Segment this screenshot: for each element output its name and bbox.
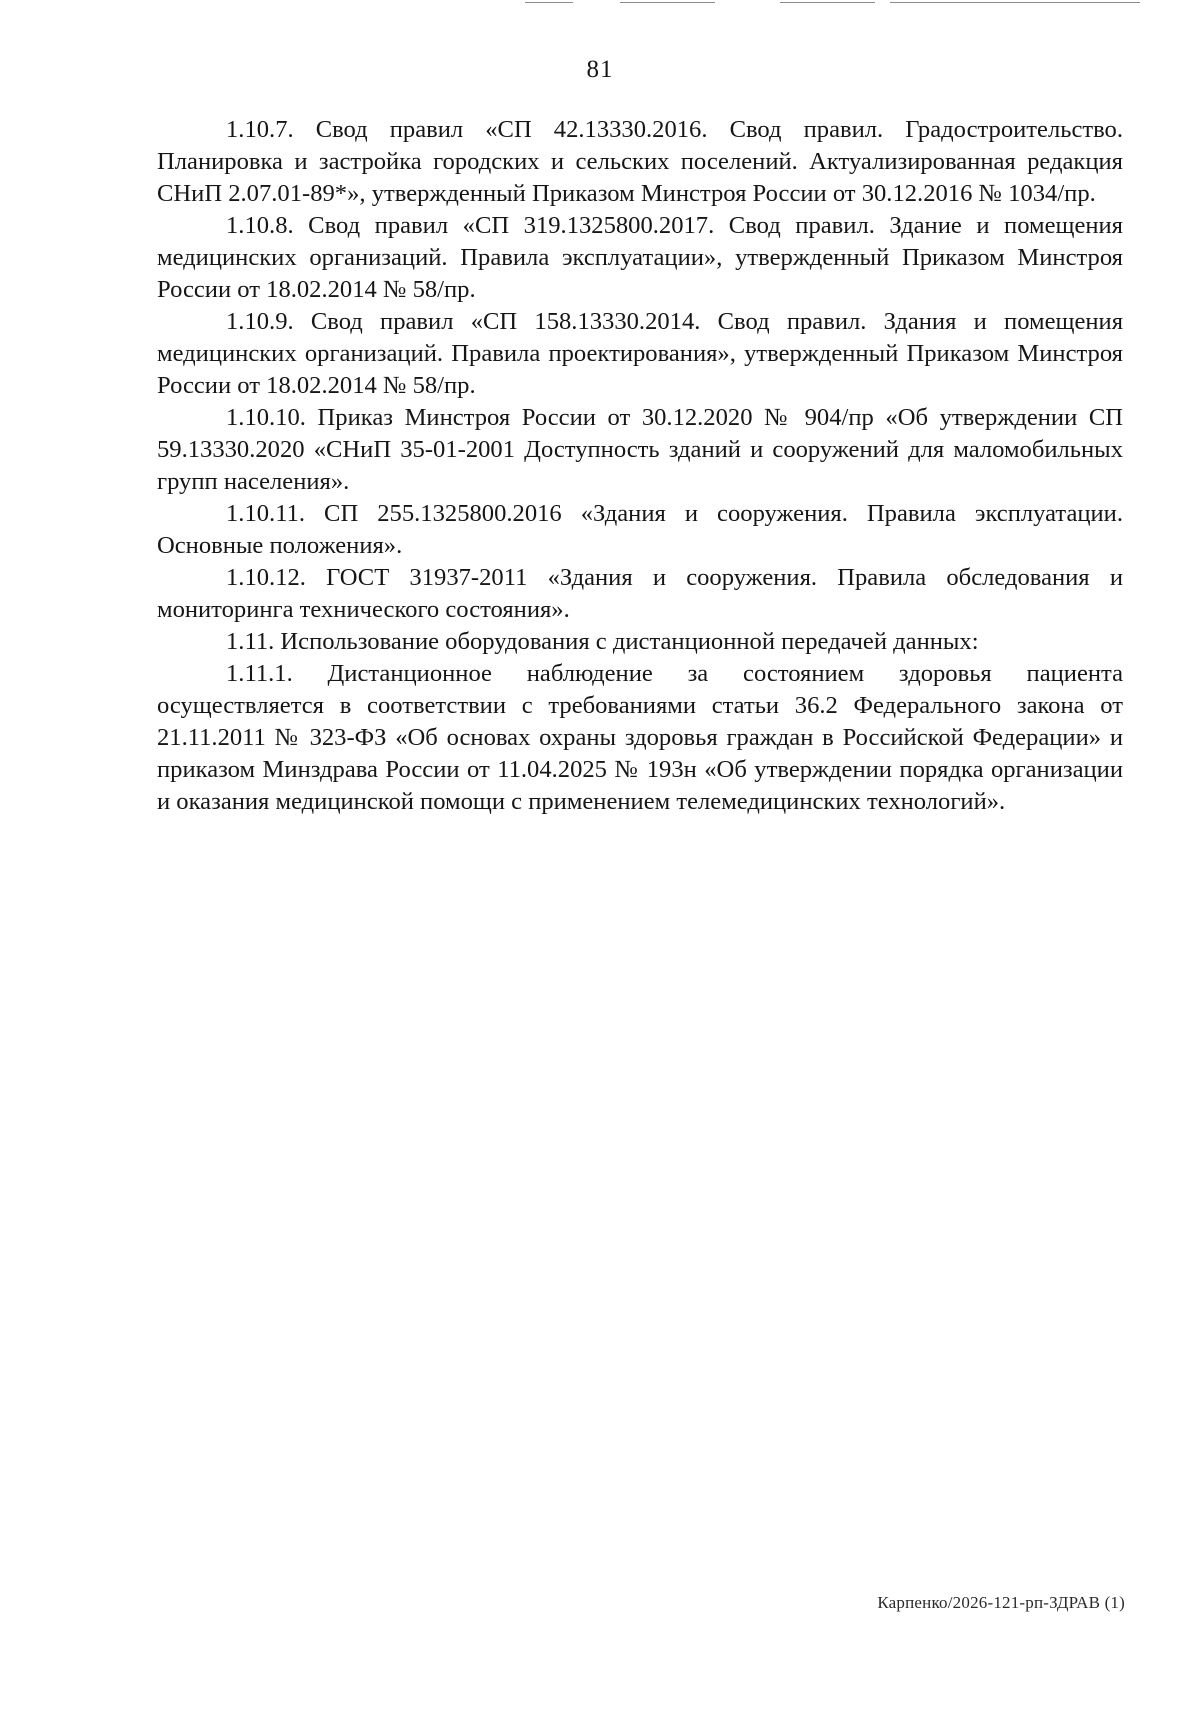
paragraph-1-10-12: 1.10.12. ГОСТ 31937-2011 «Здания и сооружения. Правила обследования и мониторинга технического состояния». — [157, 564, 1123, 623]
paragraph-1-11: 1.11. Использование оборудования с дистанционной передачей данных: — [226, 628, 979, 655]
document-code-footer: Карпенко/2026-121-рп-ЗДРАВ (1) — [877, 1593, 1125, 1612]
scan-edge-marks — [0, 0, 1200, 6]
scan-mark — [525, 2, 573, 3]
scan-mark — [780, 2, 875, 3]
paragraph-1-10-10: 1.10.10. Приказ Минстроя России от 30.12.2020 № 904/пр «Об утверждении СП 59.13330.2020 «СНиП 35-01-2001 Доступность зданий и сооружений для маломобильных групп населения». — [157, 404, 1123, 495]
paragraph-1-11-1: 1.11.1. Дистанционное наблюдение за состоянием здоровья пациента осуществляется в соответствии с требованиями статьи 36.2 Федерального закона от 21.11.2011 № 323-ФЗ «Об основах охраны здоровья граждан в Российской Федерации» и приказом Минздрава России от 11.04.2025 № 193н «Об утверждении порядка организации и оказания медицинской помощи с применением телемедицинских технологий». — [157, 660, 1123, 815]
paragraph-1-10-9: 1.10.9. Свод правил «СП 158.13330.2014. Свод правил. Здания и помещения медицинских организаций. Правила проектирования», утвержденный Приказом Минстроя России от 18.02.2014 № 58/пр. — [157, 308, 1123, 399]
document-body — [157, 114, 1123, 818]
paragraph-1-10-8: 1.10.8. Свод правил «СП 319.1325800.2017. Свод правил. Здание и помещения медицинских организаций. Правила эксплуатации», утвержденный Приказом Минстроя России от 18.02.2014 № 58/пр. — [157, 212, 1123, 303]
page-number: 81 — [586, 56, 614, 83]
paragraph-1-10-7: 1.10.7. Свод правил «СП 42.13330.2016. Свод правил. Градостроительство. Планировка и застройка городских и сельских поселений. Актуализированная редакция СНиП 2.07.01-89*», утвержденный Приказом Минстроя России от 30.12.2016 № 1034/пр. — [157, 116, 1123, 207]
scan-mark — [620, 2, 715, 3]
paragraph-1-10-11: 1.10.11. СП 255.1325800.2016 «Здания и сооружения. Правила эксплуатации. Основные положения». — [157, 500, 1123, 559]
scan-mark — [890, 2, 1140, 3]
